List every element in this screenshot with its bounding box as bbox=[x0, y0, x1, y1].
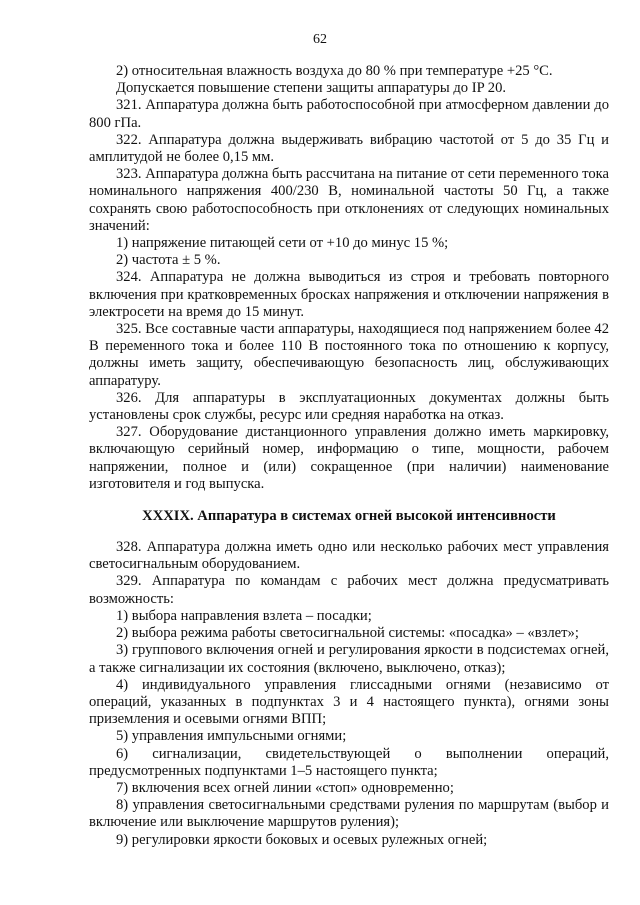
paragraph-329-item-5: 5) управления импульсными огнями; bbox=[116, 728, 347, 745]
paragraph-325: 325. Все составные части аппаратуры, находящиеся под напряжением более 42 В переменного тока и более 110 В постоянного тока по отношению к корпусу, должны иметь защиту, обеспечивающую безопасность лиц, обслуживающих аппаратуру. bbox=[89, 321, 609, 389]
paragraph-protection-ip20: Допускается повышение степени защиты аппаратуры до IP 20. bbox=[116, 80, 507, 97]
paragraph-328: 328. Аппаратура должна иметь одно или несколько рабочих мест управления светосигнальным оборудованием. bbox=[89, 539, 609, 573]
paragraph-323-item-2: 2) частота ± 5 %. bbox=[116, 252, 221, 269]
paragraph-323: 323. Аппаратура должна быть рассчитана на питание от сети переменного тока номинального напряжения 400/230 В, номинальной частоты 50 Гц, а также сохранять свою работоспособность при отклонениях от следующих номинальных значений: bbox=[89, 166, 609, 234]
paragraph-item-2-humidity: 2) относительная влажность воздуха до 80 % при температуре +25 °С. bbox=[116, 63, 553, 79]
paragraph-329-item-9: 9) регулировки яркости боковых и осевых рулежных огней; bbox=[116, 831, 488, 848]
paragraph-329-item-7: 7) включения всех огней линии «стоп» одновременно; bbox=[116, 779, 454, 796]
paragraph-329-item-3: 3) группового включения огней и регулирования яркости в подсистемах огней, а также сигнализации их состояния (включено, выключено, отказ); bbox=[89, 642, 609, 676]
document-body bbox=[89, 63, 609, 849]
section-heading: XXXIX. Аппаратура в системах огней высокой интенсивности bbox=[142, 508, 556, 525]
paragraph-329: 329. Аппаратура по командам с рабочих мест должна предусматривать возможность: bbox=[89, 573, 609, 607]
paragraph-327: 327. Оборудование дистанционного управления должно иметь маркировку, включающую серийный номер, информацию о типе, мощности, рабочем напряжении, полное и (или) сокращенное (при наличии) наименование изготовителя и год выпуска. bbox=[89, 424, 609, 492]
paragraph-329-item-4: 4) индивидуального управления глиссадными огнями (независимо от операций, указанных в подпунктах 3 и 4 настоящего пункта), огнями зоны приземления и осевыми огнями ВПП; bbox=[89, 676, 609, 728]
paragraph-321: 321. Аппаратура должна быть работоспособной при атмосферном давлении до 800 гПа. bbox=[89, 97, 609, 131]
paragraph-326: 326. Для аппаратуры в эксплуатационных документах должны быть установлены срок службы, ресурс или средняя наработка на отказ. bbox=[89, 389, 609, 424]
paragraph-324: 324. Аппаратура не должна выводиться из строя и требовать повторного включения при кратковременных бросках напряжения и отключении напряжения в электросети на время до 15 минут. bbox=[89, 269, 609, 320]
paragraph-329-item-6: 6) сигнализации, свидетельствующей о выполнении операций, предусмотренных подпунктами 1–5 настоящего пункта; bbox=[89, 745, 609, 779]
paragraph-323-item-1: 1) напряжение питающей сети от +10 до минус 15 %; bbox=[116, 235, 449, 252]
paragraph-329-item-8: 8) управления светосигнальными средствами руления по маршрутам (выбор и включение или выключение маршрутов руления); bbox=[89, 797, 609, 831]
paragraph-322: 322. Аппаратура должна выдерживать вибрацию частотой от 5 до 35 Гц и амплитудой не более 0,15 мм. bbox=[89, 131, 609, 166]
paragraph-329-item-2: 2) выбора режима работы светосигнальной системы: «посадка» – «взлет»; bbox=[116, 625, 579, 642]
page-number: 62 bbox=[313, 32, 327, 47]
paragraph-329-item-1: 1) выбора направления взлета – посадки; bbox=[116, 607, 372, 624]
